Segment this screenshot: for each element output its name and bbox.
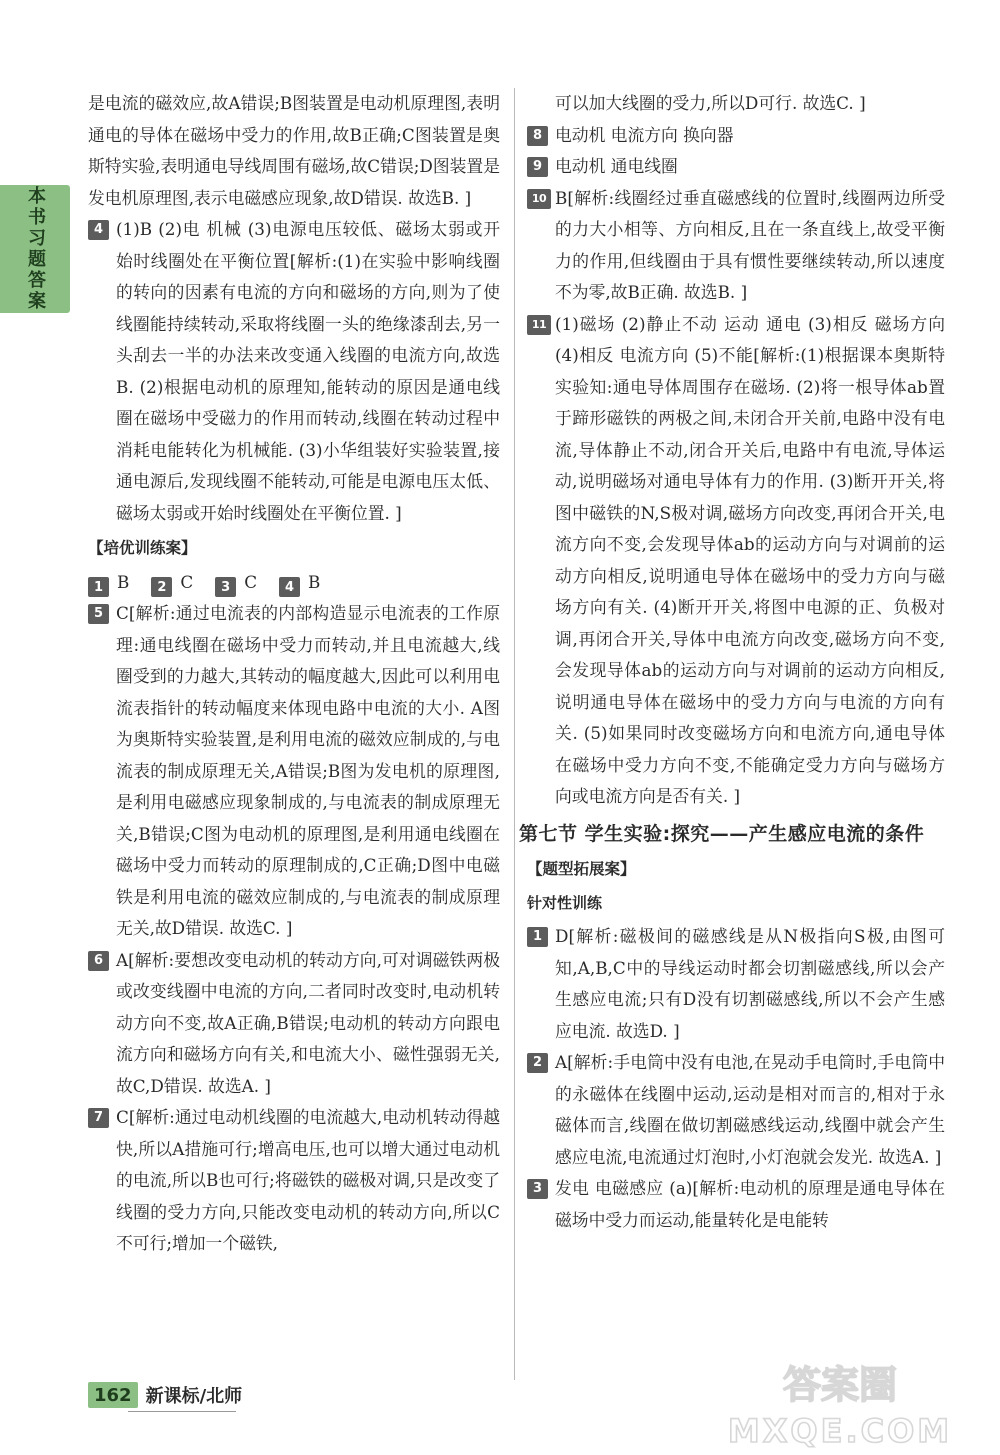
answer-item-6 bbox=[88, 945, 500, 1103]
question-number-badge: 11 bbox=[527, 315, 551, 335]
answer-text: 发电 电磁感应 (a)[解析:电动机的原理是通电导体在磁场中受力而运动,能量转化是电能转 bbox=[555, 1178, 945, 1230]
answer-text: (1)B (2)电 机械 (3)电源电压较低、磁场太弱或开始时线圈处在平衡位置[解析:(1)在实验中影响线圈的转向的因素有电流的方向和磁场的方向,则为了使线圈能持续转动,采取将线圈一头的绝缘漆刮去,另一头刮去一半的办法来改变通入线圈的电流方向,故选B. (2)根据电动机的原理知,能转动的原因是通电线圈在磁场中受磁力的作用而转动,线圈在转动过程中消耗电能转化为机械能. (3)小华组装好实验装置,接通电源后,发现线圈不能转动,可能是电源电压太低、磁场太弱或开始时线圈处在平衡位置. ] bbox=[116, 219, 500, 523]
question-number-badge: 1 bbox=[88, 577, 109, 597]
answer-text: A[解析:要想改变电动机的转动方向,可对调磁铁两极或改变线圈中电流的方向,二者同时改变时,电动机转动方向不变,故A正确,B错误;电动机的转动方向跟电流方向和磁场方向有关,和电流大小、磁性强弱无关,故C,D错误. 故选A. ] bbox=[116, 949, 500, 1096]
watermark-top-text: 答案圈 bbox=[782, 1363, 898, 1407]
page-footer bbox=[88, 1382, 242, 1408]
mc-answer-value: C bbox=[244, 571, 258, 592]
watermark-logo bbox=[690, 1358, 985, 1450]
answer-text: 电动机 电流方向 换向器 bbox=[555, 124, 734, 145]
answer-text: A[解析:手电筒中没有电池,在晃动手电筒时,手电筒中的永磁体在线圈中运动,运动是相对而言的,相对于永磁体而言,线圈在做切割磁感线运动,线圈中就会产生感应电流,电流通过灯泡时,小灯泡就会发光. 故选A. ] bbox=[555, 1052, 945, 1167]
answer-text: (1)磁场 (2)静止不动 运动 通电 (3)相反 磁场方向 (4)相反 电流方向 (5)不能[解析:(1)根据课本奥斯特实验知:通电导体周围存在磁场. (2)将一根导体ab置于蹄形磁铁的两极之间,未闭合开关前,电路中没有电流,导体静止不动,闭合开关后,电路中有电流,导体运动,说明磁场对通电导体有力的作用. (3)断开开关,将图中磁铁的N,S极对调,磁场方向改变,再闭合开关,电流方向不变,会发现导体ab的运动方向与对调前的运动方向相反,说明通电导体在磁场中的受力方向与磁场方向有关. (4)断开开关,将图中电源的正、负极对调,再闭合开关,导体中电流方向改变,磁场方向不变,会发现导体ab的运动方向与对调前的运动方向相反,说明通电导体在磁场中的受力方向与电流的方向有关. (5)如果同时改变磁场方向和电流方向,通电导体在磁场中受力方向不变,不能确定受力方向与磁场方向或电流方向是否有关. ] bbox=[555, 313, 945, 806]
watermark-url-text: MXQE.COM bbox=[727, 1412, 953, 1450]
question-number-badge: 3 bbox=[527, 1179, 548, 1199]
answer-item-11 bbox=[527, 309, 945, 813]
answer-item-9 bbox=[527, 151, 945, 183]
series-name: 新课标/北师 bbox=[145, 1386, 243, 1407]
question-number-badge: 1 bbox=[527, 927, 548, 947]
question-number-badge: 8 bbox=[527, 126, 548, 146]
section-title: 第七节 学生实验:探究——产生感应电流的条件 bbox=[519, 822, 925, 845]
mc-answer bbox=[215, 567, 261, 599]
mc-answer bbox=[88, 567, 133, 599]
question-number-badge: 4 bbox=[88, 220, 109, 240]
question-number-badge: 7 bbox=[88, 1108, 109, 1128]
practice-item-3 bbox=[527, 1173, 945, 1236]
answer-text: C[解析:通过电动机线圈的电流越大,电动机转动得越快,所以A措施可行;增高电压,也可以增大通过电动机的电流,所以B也可行;将磁铁的磁极对调,只是改变了线圈的受力方向,只能改变电动机的转动方向,所以C不可行;增加一个磁铁, bbox=[116, 1107, 500, 1253]
question-number-badge: 9 bbox=[527, 157, 548, 177]
question-number-badge: 10 bbox=[527, 189, 551, 209]
page-number: 162 bbox=[88, 1382, 138, 1408]
answer-item-8 bbox=[527, 120, 945, 152]
question-number-badge: 6 bbox=[88, 951, 109, 971]
question-number-badge: 4 bbox=[279, 577, 300, 597]
side-tab: 本书习题答案 bbox=[0, 185, 70, 313]
column-divider bbox=[514, 88, 515, 1380]
mc-answer-value: C bbox=[180, 571, 194, 592]
answer-item-10 bbox=[527, 183, 945, 309]
answer-text: B[解析:线圈经过垂直磁感线的位置时,线圈两边所受的力大小相等、方向相反,且在一条直线上,故受平衡力的作用,但线圈由于具有惯性要继续转动,所以速度不为零,故B正确. 故选B. ] bbox=[555, 187, 945, 302]
answer-text: D[解析:磁极间的磁感线是从N极指向S极,由图可知,A,B,C中的导线运动时都会切割磁感线,所以会产生感应电流;只有D没有切割磁感线,所以不会产生感应电流. 故选D. ] bbox=[555, 926, 945, 1041]
mc-answer-value: B bbox=[117, 571, 130, 592]
answer-item-4 bbox=[88, 214, 500, 529]
watermark-graphic bbox=[690, 1358, 985, 1450]
multiple-choice-answers bbox=[88, 567, 500, 599]
practice-item-1 bbox=[527, 921, 945, 1047]
answer-text: C[解析:通过电流表的内部构造显示电流表的工作原理:通电线圈在磁场中受力而转动,并且电流越大,线圈受到的力越大,其转动的幅度越大,因此可以利用电流表指针的转动幅度来体现电路中电流的大小. A图为奥斯特实验装置,是利用电流的磁效应制成的,与电流表的制成原理无关,A错误;B图为发电机的原理图,是利用电磁感应现象制成的,与电流表的制成原理无关,B错误;C图为电动机的原理图,是利用通电线圈在磁场中受力而转动的原理制成的,C正确;D图中电磁铁是利用电流的磁效应制成的,与电流表的制成原理无关,故D错误. 故选C. ] bbox=[116, 603, 500, 938]
answer-item-7 bbox=[88, 1102, 500, 1260]
footer-rule bbox=[128, 1411, 236, 1412]
training-heading: 针对性训练 bbox=[527, 893, 603, 912]
practice-item-2 bbox=[527, 1047, 945, 1173]
question-number-badge: 3 bbox=[215, 577, 236, 597]
mc-answer-value: B bbox=[308, 571, 321, 592]
answer-item-5 bbox=[88, 598, 500, 945]
right-column bbox=[519, 88, 945, 1236]
mc-answer bbox=[279, 567, 324, 599]
answer-text: 电动机 通电线圈 bbox=[555, 156, 678, 176]
question-number-badge: 2 bbox=[527, 1053, 548, 1073]
section-subheading: 【培优训练案】 bbox=[88, 539, 197, 557]
continued-answer: 可以加大线圈的受力,所以D可行. 故选C. ] bbox=[555, 93, 866, 113]
section-subheading: 【题型拓展案】 bbox=[527, 860, 636, 878]
continued-answer: 是电流的磁效应,故A错误;B图装置是电动机原理图,表明通电的导体在磁场中受力的作用,故B正确;C图装置是奥斯特实验,表明通电导线周围有磁场,故C错误;D图装置是发电机原理图,表示电磁感应现象,故D错误. 故选B. ] bbox=[88, 93, 500, 208]
question-number-badge: 5 bbox=[88, 604, 109, 624]
mc-answer bbox=[151, 567, 197, 599]
question-number-badge: 2 bbox=[151, 577, 172, 597]
left-column bbox=[88, 88, 500, 1260]
